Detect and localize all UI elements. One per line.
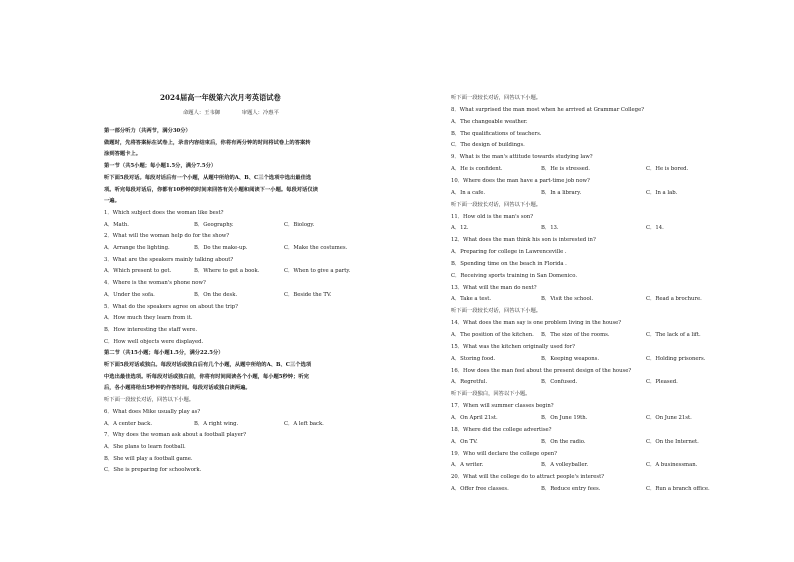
section-instruction: 听下面5段对话或独白。每段对话或独白后有几个小题，从题中所给的A、B、C三个选项	[104, 362, 312, 368]
answer-option: A．Offer free classes.	[451, 486, 509, 493]
answer-option: B．Confused.	[541, 379, 578, 386]
answer-option: B．Where to get a book.	[194, 268, 260, 275]
text-line: A．Preparing for college in Lawrenceville .	[451, 249, 567, 256]
text-line: 7．Why does the woman ask about a football player?	[104, 432, 247, 439]
section-instruction: 中选出最佳选项。听每段对话或独白前，你将有时间阅读各个小题，每小题5秒钟；听完	[104, 373, 309, 380]
text-line: C．She is preparing for schoolwork.	[104, 467, 202, 474]
answer-option: C．Beside the TV.	[284, 291, 332, 298]
answer-option: C．Pleased.	[646, 379, 678, 386]
text-line: 16．How does the man feel about the present design of the house?	[451, 367, 632, 374]
answer-option: B．On June 19th.	[541, 414, 588, 421]
text-line: B．She will play a football game.	[104, 455, 193, 462]
text-line: 19．Who will declare the college open?	[451, 450, 557, 457]
answer-option: C．Make the costumes.	[284, 245, 348, 251]
answer-option: A．A writer.	[451, 462, 484, 469]
text-line: 11．How old is the man's son?	[451, 213, 534, 220]
answer-option: B．Geography.	[194, 221, 234, 228]
section-instruction: 做题时，先将答案标在试卷上，录音内容结束后，你将有两分钟的时间将试卷上的答案转	[104, 139, 311, 146]
answer-option: A．The position of the kitchen.	[451, 332, 534, 338]
answer-option: A．On April 21st.	[451, 414, 498, 421]
answer-option: B．On the desk.	[194, 291, 238, 298]
text-line: 4．Where is the woman's phone now?	[104, 280, 206, 287]
text-line: B．The qualifications of teachers.	[451, 130, 542, 137]
answer-option: B．Do the make-up.	[194, 245, 248, 251]
text-line: 2．What will the woman help do for the show?	[104, 233, 230, 240]
answer-option: C．A left back.	[284, 420, 324, 427]
answer-option: C．The lack of a lift.	[646, 332, 701, 338]
section-instruction: 第一部分听力（共两节，满分30分）	[104, 128, 191, 134]
section-instruction: 涂到答题卡上。	[104, 151, 142, 158]
text-line: 18．Where did the college advertise?	[451, 426, 552, 433]
text-line: 9．What is the man's attitude towards studying law?	[451, 154, 593, 161]
answer-option: C．A businessman.	[646, 462, 698, 469]
answer-option: C．He is bored.	[646, 166, 689, 173]
answer-option: B．A right wing.	[194, 420, 239, 427]
section-instruction: 第一节（共5小题；每小题1.5分，满分7.5分）	[104, 163, 217, 170]
answer-option: A．Arrange the lighting.	[104, 245, 170, 251]
answer-option: B．In a library.	[541, 189, 582, 196]
section-instruction: 一遍。	[104, 198, 120, 205]
answer-option: C．Run a branch office.	[646, 486, 710, 493]
author-reviewer: 审题人：冷惠平	[241, 110, 279, 116]
answer-option: A．Math.	[104, 221, 129, 228]
answer-option: A．A center back.	[104, 420, 153, 427]
text-line: 20．What will the college do to attract people's interest?	[451, 474, 605, 481]
section-instruction: 后，各小题将给出5秒钟的作答时间。每段对话或独白读两遍。	[104, 385, 251, 392]
text-line: 15．What was the kitchen originally used for?	[451, 343, 575, 350]
answer-option: C．When to give a party.	[284, 268, 351, 275]
text-line: B．Spending time on the beach in Florida .	[451, 260, 567, 267]
text-line: B．How interesting the staff were.	[104, 326, 198, 333]
answer-option: C．14.	[646, 225, 664, 232]
text-line: 13．What will the man do next?	[451, 284, 537, 291]
text-line: 5．What do the speakers agree on about the trip?	[104, 303, 239, 310]
text-line: 12．What does the man think his son is interested in?	[451, 237, 596, 244]
page-title: 2024届高一年级第六次月考英语试卷	[160, 93, 281, 102]
text-line: A．The changeable weather.	[451, 118, 528, 125]
answer-option: B．A volleyballer.	[541, 462, 589, 469]
answer-option: A．On TV.	[451, 438, 478, 445]
answer-option: C．Read a brochure.	[646, 296, 702, 303]
answer-option: A．Under the sofa.	[104, 291, 155, 298]
answer-option: B．On the radio.	[541, 438, 586, 445]
authors	[183, 108, 299, 116]
text-line: 听下面一段较长对话，回答以下小题。	[104, 397, 195, 404]
text-line: C．The design of buildings.	[451, 142, 525, 149]
answer-option: A．He is confident.	[451, 166, 503, 173]
author-setter: 命题人：王韦御	[183, 110, 221, 116]
answer-option: C．Biology.	[284, 221, 315, 228]
text-line: 听下面一段较长对话，回答以下小题。	[451, 95, 542, 101]
answer-option: B．13.	[541, 225, 559, 232]
text-line: C．How well objects were displayed.	[104, 338, 204, 345]
text-line: 17．When will summer classes begin?	[451, 403, 554, 410]
answer-option: C．Holding prisoners.	[646, 355, 706, 362]
answer-option: C．On the Internet.	[646, 438, 699, 445]
answer-option: A．Which present to get.	[104, 268, 172, 275]
answer-option: A．Regretful.	[451, 379, 488, 386]
text-line: 听下面一段较长对话，回答以下小题。	[451, 201, 542, 208]
answer-option: C．In a lab.	[646, 189, 678, 196]
answer-option: A．In a cafe.	[451, 189, 486, 196]
answer-option: B．The size of the rooms.	[541, 332, 610, 338]
text-line: 1．Which subject does the woman like best?	[104, 209, 224, 216]
text-line: 14．What does the man say is one problem living in the house?	[451, 320, 622, 327]
answer-option: A．12.	[451, 225, 469, 232]
answer-option: A．Storing food.	[451, 355, 496, 362]
text-line: 6．What does Mike usually play as?	[104, 408, 201, 415]
text-line: 听下面一段独白，回答以下小题。	[451, 391, 531, 398]
section-instruction: 项。听完每段对话后，你都有10秒钟的时间来回答有关小题和阅读下一小题。每段对话仅读	[104, 186, 318, 193]
answer-option: A．Take a test.	[451, 296, 492, 303]
answer-option: B．Reduce entry fees.	[541, 486, 601, 493]
text-line: 8．What surprised the man most when he arrived at Grammar College?	[451, 106, 645, 113]
section-instruction: 第二节（共15小题；每小题1.5分，满分22.5分）	[104, 350, 224, 357]
answer-option: B．Keeping weapons.	[541, 355, 600, 362]
text-line: 10．Where does the man have a part-time job now?	[451, 177, 590, 184]
text-line: C．Receiving sports training in San Domenico.	[451, 272, 578, 279]
text-line: A．How much they learn from it.	[104, 315, 193, 322]
section-instruction: 听下面5段对话。每段对话后有一个小题，从题中所给的A、B、C三个选项中选出最佳选	[104, 174, 312, 181]
answer-option: C．On June 21st.	[646, 414, 692, 421]
answer-option: B．He is stressed.	[541, 166, 590, 173]
text-line: 听下面一段较长对话，回答以下小题。	[451, 308, 542, 315]
answer-option: B．Visit the school.	[541, 296, 594, 303]
text-line: A．She plans to learn football.	[104, 443, 186, 450]
text-line: 3．What are the speakers mainly talking about?	[104, 256, 234, 263]
